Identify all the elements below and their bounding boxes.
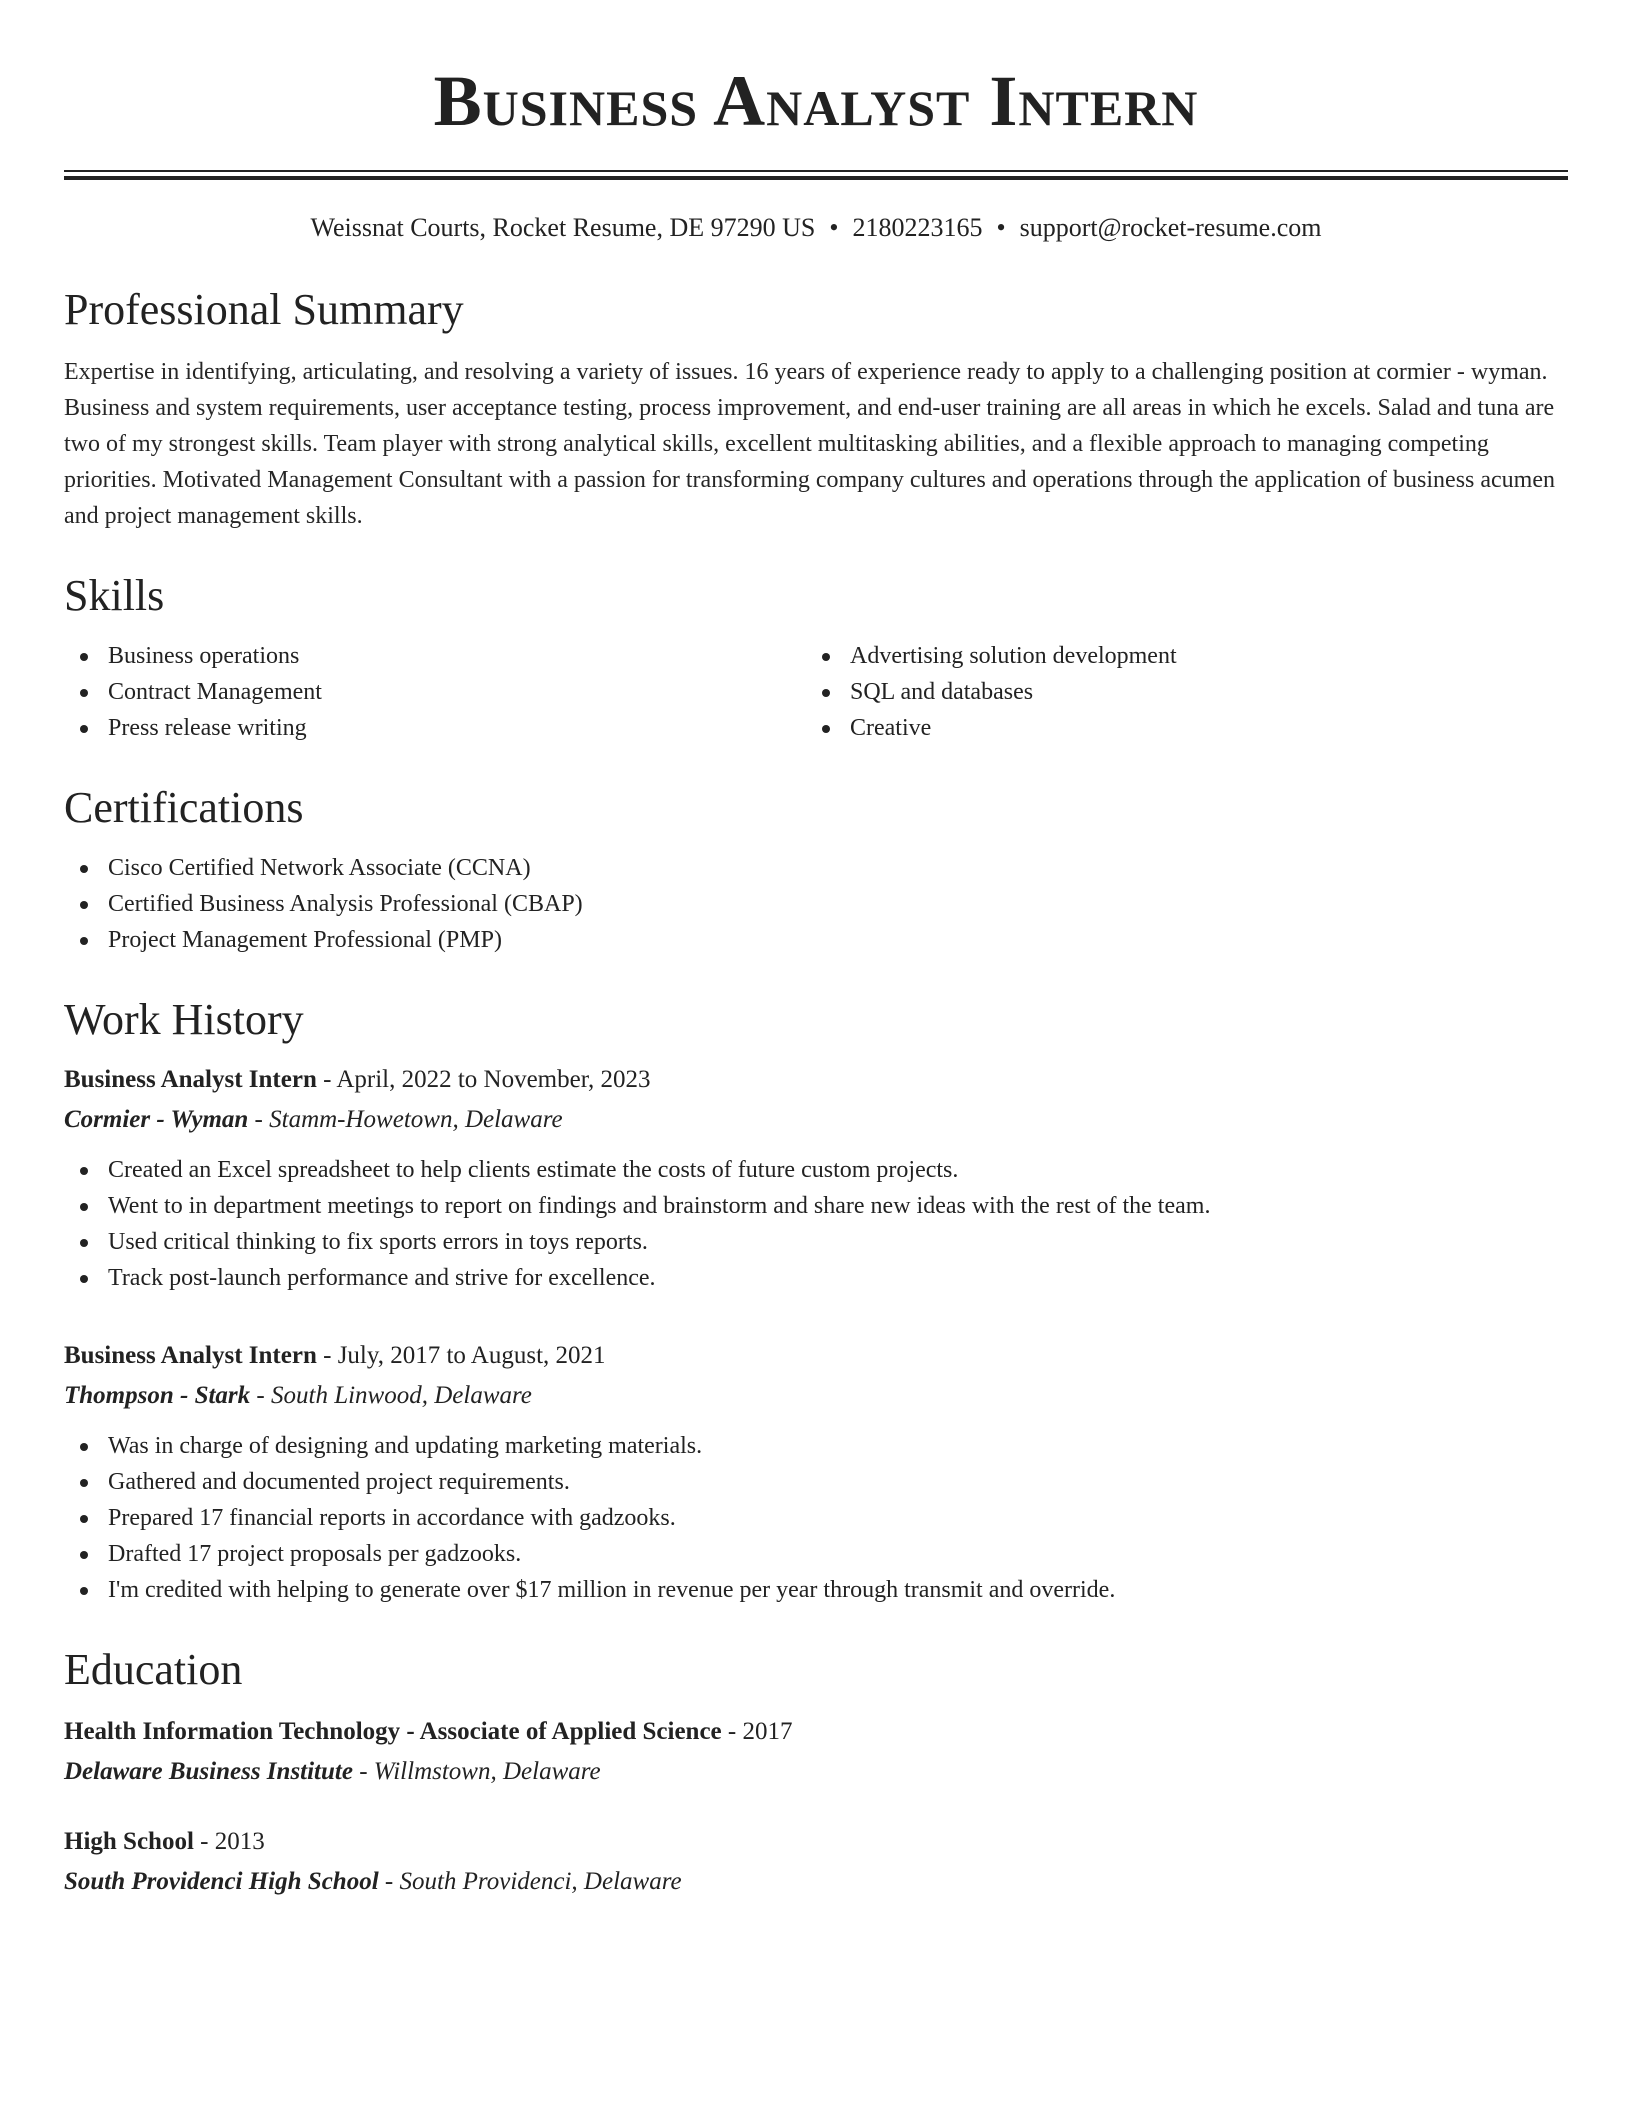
job-bullet: Created an Excel spreadsheet to help clients estimate the costs of future custom projects.: [64, 1152, 1568, 1188]
job-bullet: Was in charge of designing and updating marketing materials.: [64, 1428, 1568, 1464]
education-degree: High School: [64, 1828, 194, 1855]
title-divider: [64, 170, 1568, 180]
job-dates: April, 2022 to November, 2023: [336, 1066, 651, 1093]
skills-list-right: [806, 638, 1548, 746]
work-history-heading: Work History: [64, 995, 304, 1044]
education-school: Delaware Business Institute: [64, 1758, 353, 1785]
job-bullet: I'm credited with helping to generate over $17 million in revenue per year through transmit and override.: [64, 1572, 1568, 1608]
dash: -: [378, 1868, 400, 1895]
job-company: Cormier - Wyman: [64, 1106, 249, 1133]
job-location: Stamm-Howetown, Delaware: [269, 1106, 563, 1133]
dash: -: [193, 1828, 215, 1855]
summary-heading: Professional Summary: [64, 285, 464, 334]
education-school-line: [64, 1862, 1568, 1902]
skill-item: Business operations: [64, 638, 806, 674]
job-company: Thompson - Stark: [64, 1382, 251, 1409]
job-company-line: [64, 1376, 1568, 1416]
certifications-heading: Certifications: [64, 783, 304, 832]
job-bullet: Used critical thinking to fix sports errors in toys reports.: [64, 1224, 1568, 1260]
job-title: Business Analyst Intern: [64, 1342, 317, 1369]
skills-heading: Skills: [64, 571, 165, 620]
job-bullets: [64, 1428, 1568, 1608]
contact-email: support@rocket-resume.com: [1019, 213, 1322, 242]
resume-title: Business Analyst Intern: [433, 61, 1199, 141]
certification-item: Certified Business Analysis Professional (CBAP): [64, 886, 1568, 922]
contact-separator: •: [829, 213, 839, 242]
education-school-line: [64, 1752, 1568, 1792]
contact-address: Weissnat Courts, Rocket Resume, DE 97290 US: [310, 213, 816, 242]
dash: -: [352, 1758, 374, 1785]
education-header: [64, 1822, 1568, 1862]
job-dates: July, 2017 to August, 2021: [337, 1342, 606, 1369]
summary-text: Expertise in identifying, articulating, and resolving a variety of issues. 16 years of experience ready to apply to a challenging position at cormier - wyman. Business and system requirements, user acceptance testing, process improvement, and end-user training are all areas in which he excels. Salad and tuna are two of my strongest skills. Team player with strong analytical skills, excellent multitasking abilities, and a flexible approach to managing competing priorities. Motivated Management Consultant with a passion for transforming company cultures and operations through the application of business acumen and project management skills.: [64, 359, 1555, 529]
education-location: South Providenci, Delaware: [399, 1868, 682, 1895]
certifications-list: [64, 850, 1568, 958]
education-header: [64, 1712, 1568, 1752]
job-header: [64, 1336, 1568, 1376]
job-bullet: Gathered and documented project requirements.: [64, 1464, 1568, 1500]
skill-item: Advertising solution development: [806, 638, 1548, 674]
job-location: South Linwood, Delaware: [271, 1382, 532, 1409]
dash: -: [248, 1106, 270, 1133]
certification-item: Project Management Professional (PMP): [64, 922, 1568, 958]
job-entry: [64, 1336, 1568, 1608]
skill-item: Contract Management: [64, 674, 806, 710]
skill-item: SQL and databases: [806, 674, 1548, 710]
dash: -: [316, 1066, 337, 1093]
education-year: 2013: [214, 1828, 265, 1855]
skill-item: Press release writing: [64, 710, 806, 746]
dash: -: [316, 1342, 338, 1369]
dash: -: [721, 1718, 743, 1745]
education-entry: [64, 1822, 1568, 1902]
contact-line: [64, 208, 1568, 248]
contact-separator: •: [996, 213, 1006, 242]
job-bullet: Prepared 17 financial reports in accordance with gadzooks.: [64, 1500, 1568, 1536]
education-degree: Health Information Technology - Associate of Applied Science: [64, 1718, 722, 1745]
education-location: Willmstown, Delaware: [373, 1758, 601, 1785]
dash: -: [250, 1382, 271, 1409]
job-bullet: Track post-launch performance and strive for excellence.: [64, 1260, 1568, 1296]
job-company-line: [64, 1100, 1568, 1140]
job-bullet: Drafted 17 project proposals per gadzooks.: [64, 1536, 1568, 1572]
skills-columns: [64, 638, 1568, 746]
job-title: Business Analyst Intern: [64, 1066, 317, 1093]
education-heading: Education: [64, 1645, 243, 1694]
education-entry: [64, 1712, 1568, 1792]
contact-phone: 2180223165: [852, 213, 983, 242]
education-year: 2017: [742, 1718, 793, 1745]
job-entry: [64, 1060, 1568, 1296]
skill-item: Creative: [806, 710, 1548, 746]
education-school: South Providenci High School: [64, 1868, 379, 1895]
certification-item: Cisco Certified Network Associate (CCNA): [64, 850, 1568, 886]
skills-list-left: [64, 638, 806, 746]
job-bullet: Went to in department meetings to report on findings and brainstorm and share new ideas with the rest of the team.: [64, 1188, 1568, 1224]
job-header: [64, 1060, 1568, 1100]
job-bullets: [64, 1152, 1568, 1296]
